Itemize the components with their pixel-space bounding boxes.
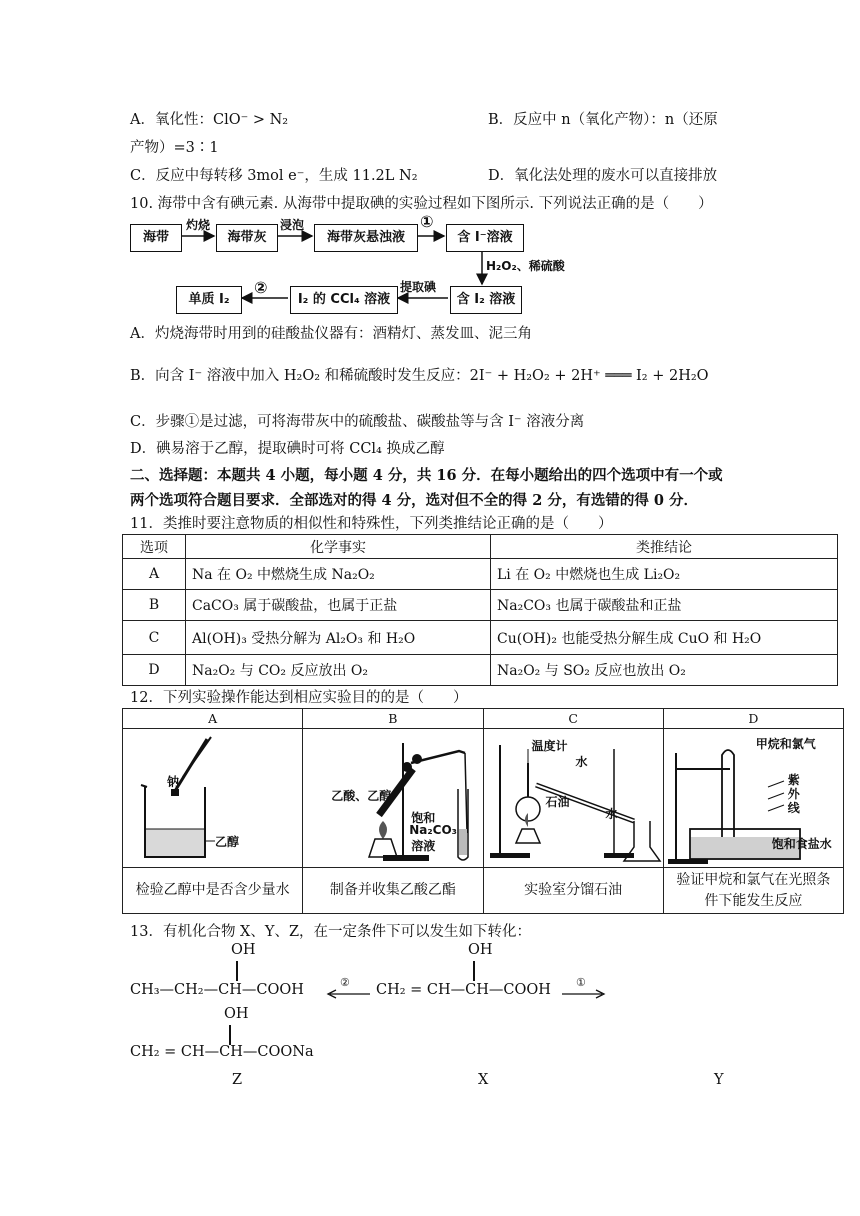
flow-box-ash: 海带灰: [216, 224, 278, 252]
label-methane-chlorine: 甲烷和氯气: [755, 737, 816, 751]
row-conclusion: Cu(OH)₂ 也能受热分解生成 CuO 和 H₂O: [491, 621, 838, 655]
flow-box-ccl4-solution: I₂ 的 CCl₄ 溶液: [290, 286, 398, 314]
q10-option-b: B．向含 I⁻ 溶液中加入 H₂O₂ 和稀硫酸时发生反应：2I⁻ + H₂O₂ + 2H⁺ ═══ I₂ + 2H₂O: [130, 368, 709, 384]
q9-option-a: A．氧化性：ClO⁻ > N₂: [130, 112, 289, 128]
flow-label-burn: 灼烧: [186, 218, 211, 232]
label-saturated: 饱和: [411, 811, 436, 825]
flow-label-reagent: H₂O₂、稀硫酸: [486, 259, 565, 273]
row-option: C: [123, 621, 186, 655]
header-c: C: [483, 709, 663, 729]
apparatus-d: [663, 729, 843, 868]
distillation-drawing: [484, 729, 678, 867]
flow-box-seaweed: 海带: [130, 224, 182, 252]
label-ethanol: 乙醇: [215, 835, 240, 849]
row-fact: Na₂O₂ 与 CO₂ 反应放出 O₂: [186, 655, 491, 686]
bond-x: [473, 961, 475, 981]
label-sodium: 钠: [167, 775, 180, 789]
header-fact: 化学事实: [186, 535, 491, 559]
label-solution: 溶液: [411, 839, 436, 853]
section2-instruction-2: 两个选项符合题目要求．全部选对的得 4 分，选对但不全的得 2 分，有选错的得 0 分．: [130, 492, 699, 509]
table-header-row: [123, 709, 844, 729]
label-uv-3: 线: [787, 801, 800, 815]
label-uv-2: 外: [787, 787, 800, 801]
label-na2co3: Na₂CO₃: [409, 823, 457, 837]
label-thermometer: 温度计: [531, 739, 568, 753]
row-conclusion: Li 在 O₂ 中燃烧也生成 Li₂O₂: [491, 559, 838, 590]
flow-label-step2: ②: [254, 278, 268, 297]
row-fact: Al(OH)₃ 受热分解为 Al₂O₃ 和 H₂O: [186, 621, 491, 655]
q11-stem: 11．类推时要注意物质的相似性和特殊性，下列类推结论正确的是（ ）: [130, 516, 613, 532]
label-acid-ethanol: 乙酸、乙醇: [331, 789, 392, 803]
caption-b: 制备并收集乙酸乙酯: [303, 868, 483, 914]
row-conclusion: Na₂O₂ 与 SO₂ 反应也放出 O₂: [491, 655, 838, 686]
flow-box-iodine: 单质 I₂: [176, 286, 242, 314]
oh-group-y: OH: [224, 1006, 249, 1022]
apparatus-a: [123, 729, 303, 868]
flow-box-suspension: 海带灰悬浊液: [314, 224, 418, 252]
z-chain: CH₃—CH₂—CH—COOH: [130, 982, 304, 998]
q10-option-c: C．步骤①是过滤，可将海带灰中的硫酸盐、碳酸盐等与含 I⁻ 溶液分离: [130, 414, 585, 430]
flow-label-step1: ①: [420, 212, 434, 231]
q10-option-d: D．碘易溶于乙醇，提取碘时可将 CCl₄ 换成乙醇: [130, 441, 445, 457]
row-option: B: [123, 590, 186, 621]
caption-a: 检验乙醇中是否含少量水: [123, 868, 303, 914]
q9-option-b-continued: 产物）=3∶1: [130, 140, 219, 156]
caption-c: 实验室分馏石油: [483, 868, 663, 914]
table-row: [123, 590, 838, 621]
apparatus-row: [123, 729, 844, 868]
q11-table: [122, 534, 838, 686]
y-chain: CH₂ = CH—CH—COONa: [130, 1044, 314, 1060]
table-row: [123, 559, 838, 590]
bond-z: [236, 961, 238, 981]
label-water-out: 水: [605, 807, 618, 821]
label-z: Z: [232, 1072, 243, 1088]
q13-stem: 13．有机化合物 X、Y、Z，在一定条件下可以发生如下转化：: [130, 924, 532, 940]
q9-option-d: D．氧化法处理的废水可以直接排放: [488, 168, 718, 184]
label-brine: 饱和食盐水: [771, 837, 832, 851]
q12-stem: 12．下列实验操作能达到相应实验目的的是（ ）: [130, 690, 468, 706]
row-fact: CaCO₃ 属于碳酸盐，也属于正盐: [186, 590, 491, 621]
arrow-label-step2: ②: [340, 976, 350, 989]
label-water-in: 水: [575, 755, 588, 769]
caption-d: 验证甲烷和氯气在光照条件下能发生反应: [663, 868, 843, 914]
oh-group-z: OH: [231, 942, 256, 958]
flow-label-soak: 浸泡: [280, 218, 305, 232]
q12-table: [122, 708, 844, 914]
label-y: Y: [714, 1072, 724, 1088]
table-row: [123, 655, 838, 686]
apparatus-c: [483, 729, 663, 868]
row-option: A: [123, 559, 186, 590]
bond-y: [229, 1025, 231, 1045]
header-conclusion: 类推结论: [491, 535, 838, 559]
section2-instruction-1: 二、选择题：本题共 4 小题，每小题 4 分，共 16 分．在每小题给出的四个选项中有一个或: [130, 467, 723, 484]
header-d: D: [663, 709, 843, 729]
flow-box-iodine-solution: 含 I₂ 溶液: [450, 286, 522, 314]
label-uv-1: 紫: [787, 773, 800, 787]
row-fact: Na 在 O₂ 中燃烧生成 Na₂O₂: [186, 559, 491, 590]
table-header-row: [123, 535, 838, 559]
label-petroleum: 石油: [545, 795, 570, 809]
q10-option-a: A．灼烧海带时用到的硅酸盐仪器有：酒精灯、蒸发皿、泥三角: [130, 326, 532, 342]
apparatus-b: [303, 729, 483, 868]
x-chain: CH₂ = CH—CH—COOH: [376, 982, 551, 998]
table-row: [123, 621, 838, 655]
label-x: X: [478, 1072, 489, 1088]
q10-flow-diagram: [130, 212, 590, 324]
header-b: B: [303, 709, 483, 729]
q10-stem: 10. 海带中含有碘元素. 从海带中提取碘的实验过程如下图所示. 下列说法正确的是（ ）: [130, 196, 713, 212]
header-option: 选项: [123, 535, 186, 559]
q9-option-b: B．反应中 n（氧化产物）：n（还原: [488, 112, 718, 128]
flow-label-extract: 提取碘: [400, 280, 437, 294]
row-option: D: [123, 655, 186, 686]
flow-box-iodide-solution: 含 I⁻溶液: [446, 224, 524, 252]
q9-option-c: C．反应中每转移 3mol e⁻，生成 11.2L N₂: [130, 168, 418, 184]
caption-row: [123, 868, 844, 914]
row-conclusion: Na₂CO₃ 也属于碳酸盐和正盐: [491, 590, 838, 621]
header-a: A: [123, 709, 303, 729]
oh-group-x: OH: [468, 942, 493, 958]
arrow-label-step1: ①: [576, 976, 586, 989]
